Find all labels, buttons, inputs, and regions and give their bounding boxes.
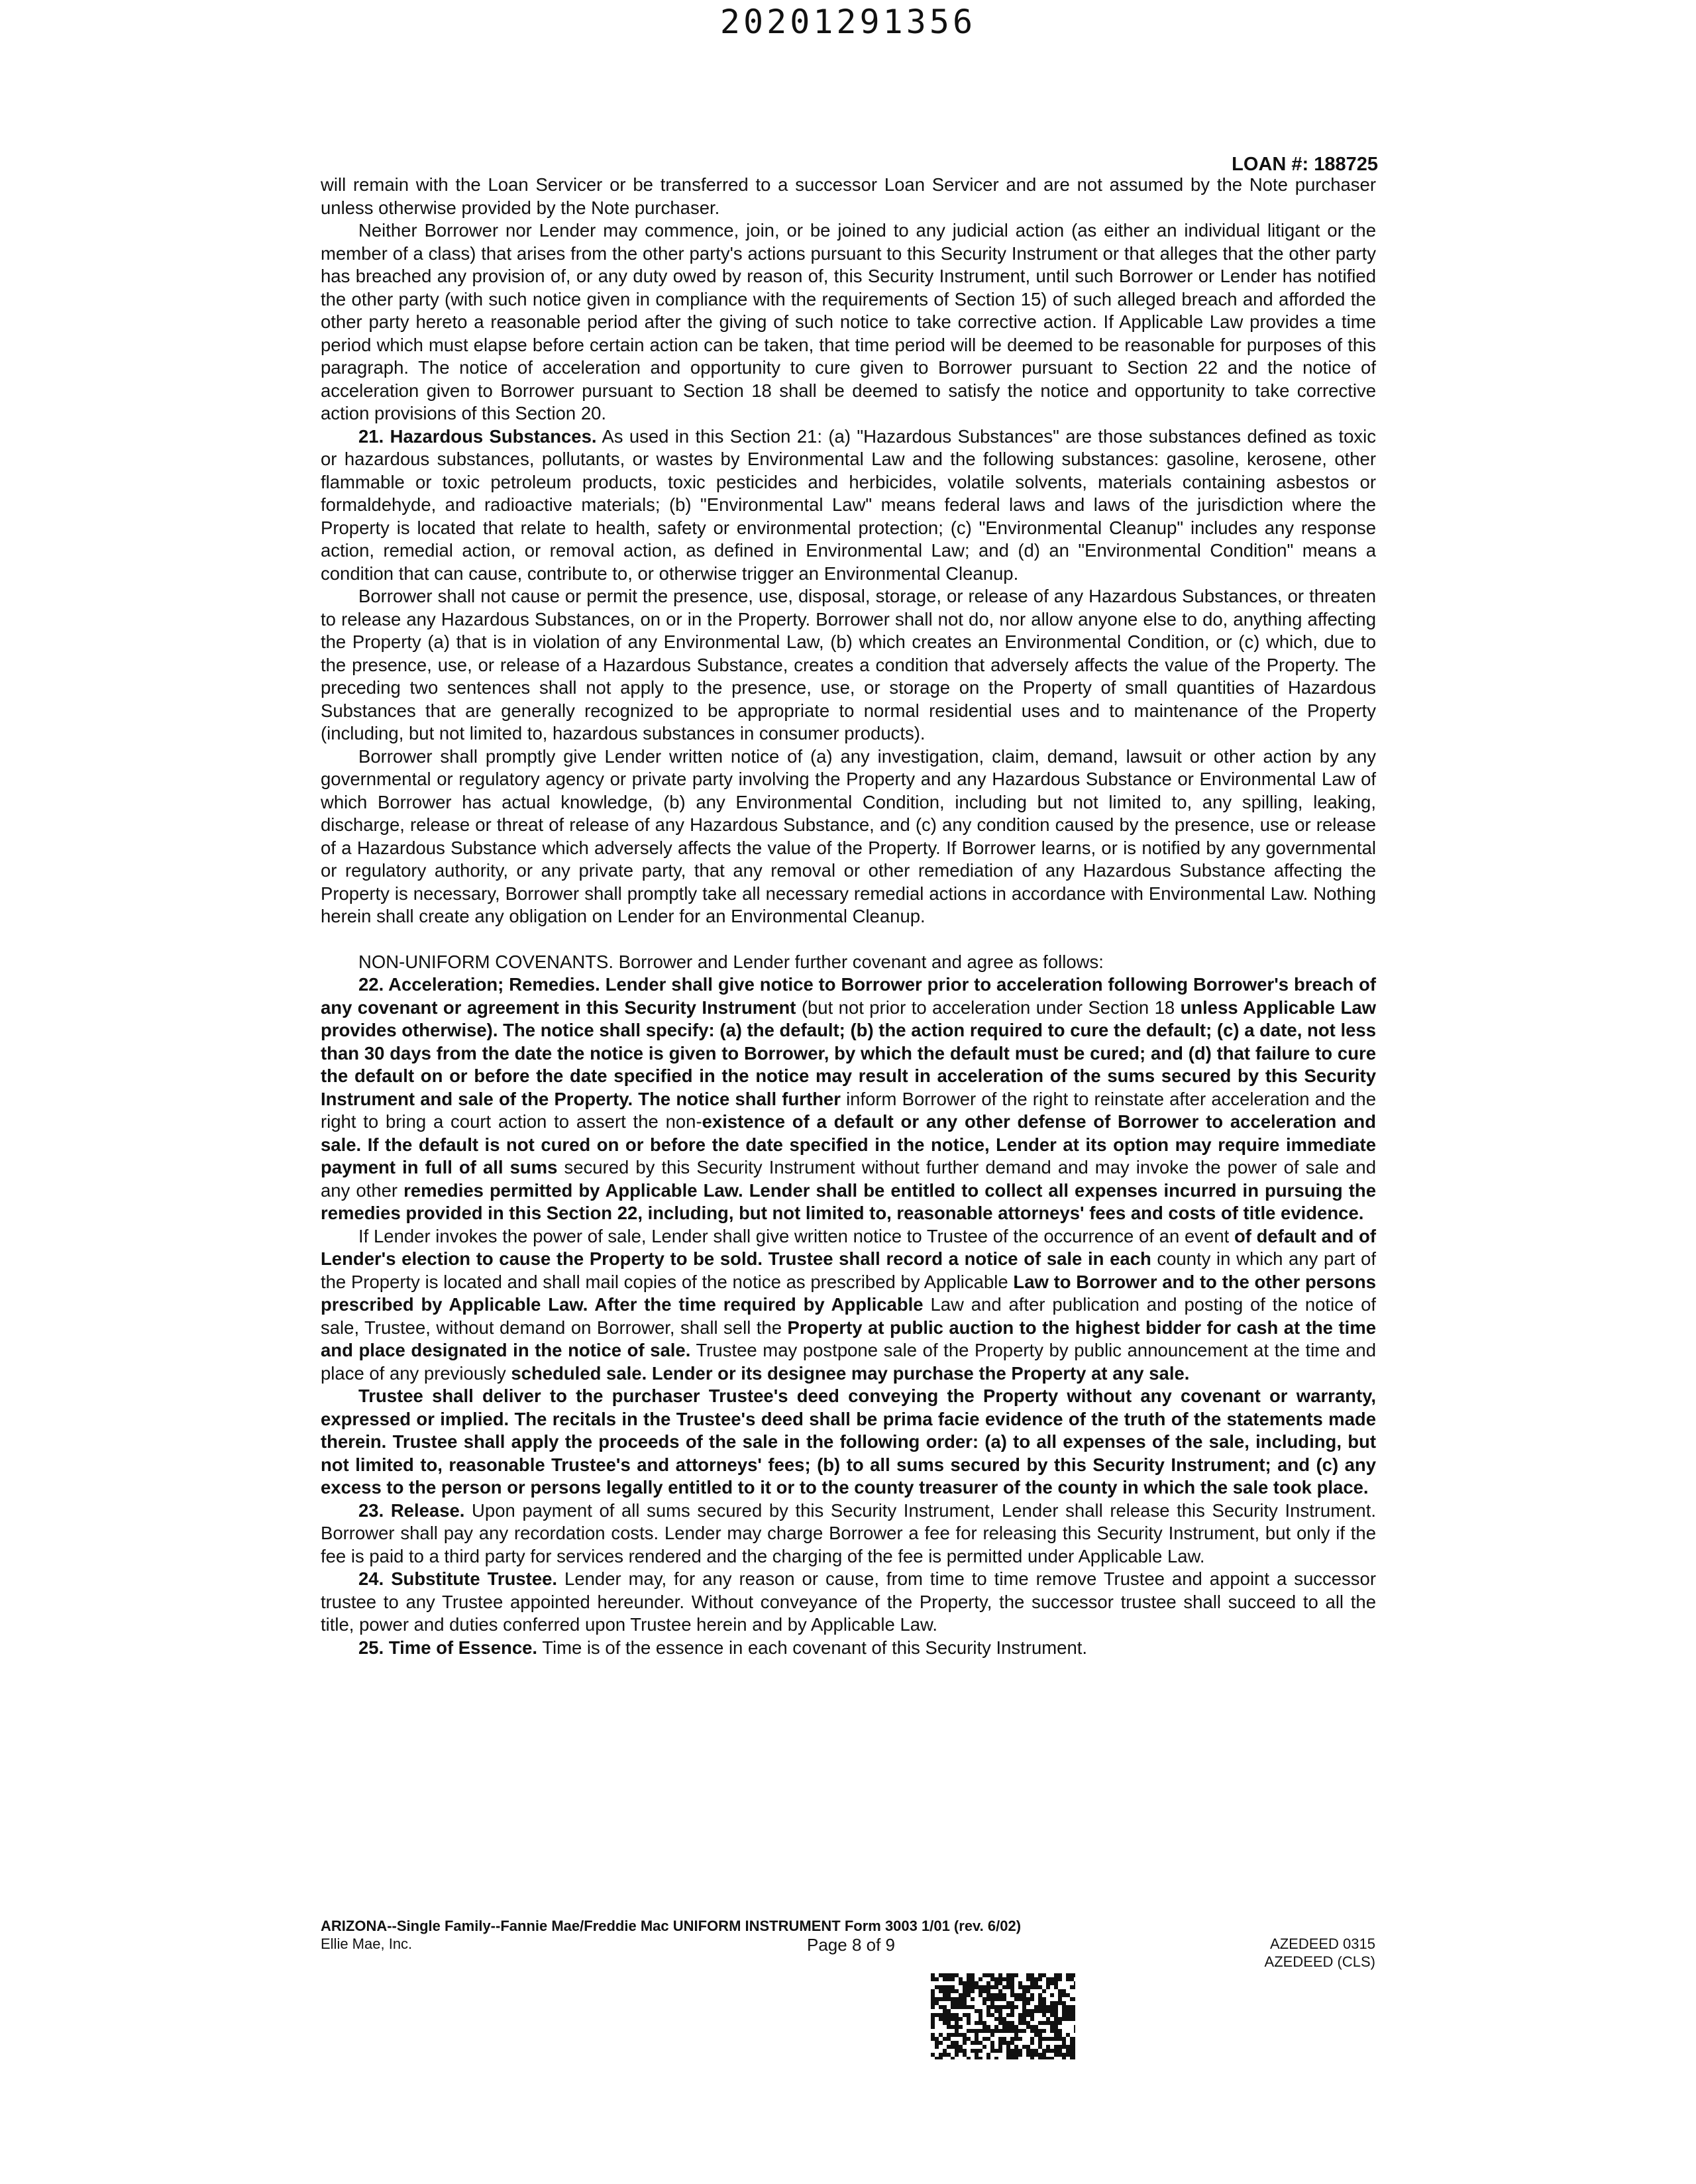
- document-body: [321, 174, 1376, 1659]
- recording-number: 20201291356: [719, 3, 977, 41]
- section-24-heading: 24. Substitute Trustee.: [358, 1568, 558, 1589]
- paragraph-servicer: will remain with the Loan Servicer or be transferred to a successor Loan Servicer and are not assumed by the Note purchaser unless otherwise provided by the Note purchaser.: [321, 174, 1376, 218]
- section-25: [321, 1637, 1376, 1660]
- company-name: Ellie Mae, Inc.: [321, 1936, 413, 1952]
- paragraph-neither-borrower: Neither Borrower nor Lender may commence, join, or be joined to any judicial action (as either an individual litigant or the member of a class) that arises from the other party's actions pursuant to this Security Instrument or that alleges that the other party has breached any provision of, or any duty owed by reason of, this Security Instrument, until such Borrower or Lender has notified the other party (with such notice given in compliance with the requirements of Section 15) of such alleged breach and afforded the other party hereto a reasonable period after the giving of such notice to take corrective action. If Applicable Law provides a time period which must elapse before certain action can be taken, that time period will be deemed to be reasonable for purposes of this paragraph. The notice of acceleration and opportunity to cure given to Borrower pursuant to Section 22 and the notice of acceleration given to Borrower pursuant to Section 18 shall be deemed to satisfy the notice and opportunity to take corrective action provisions of this Section 20.: [321, 220, 1376, 423]
- section-22-bold-3: existence of a default or any other defense of Borrower to acceleration and sale. If the default is not cured on or before the date specified in the notice, Lender at its option may require immediate payment in full of all sums: [321, 1111, 1376, 1177]
- page-number: Page 8 of 9: [807, 1935, 895, 1955]
- power-plain-1: If Lender invokes the power of sale, Lender shall give written notice to Trustee of the occurrence of an event: [358, 1225, 1230, 1246]
- section-21-heading: 21. Hazardous Substances.: [358, 425, 597, 447]
- power-bold-2: Law to Borrower and to the other persons prescribed by Applicable Law. After the time required by Applicable: [321, 1271, 1376, 1315]
- section-25-heading: 25. Time of Essence.: [358, 1637, 538, 1658]
- section-21-text: As used in this Section 21: (a) "Hazardous Substances" are those substances defined as toxic or hazardous substances, pollutants, or wastes by Environmental Law and the following substances: gasoline, kerosene, other flammable or toxic petroleum products, toxic pesticides and herbicides, volatile solvents, materials containing asbestos or formaldehyde, and radioactive materials; (b) "Environmental Law" means federal laws and laws of the jurisdiction where the Property is located that relate to health, safety or environmental protection; (c) "Environmental Cleanup" includes any response action, remedial action, or removal action, as defined in Environmental Law; and (d) an "Environmental Condition" means a condition that can cause, contribute to, or otherwise trigger an Environmental Cleanup.: [321, 425, 1377, 584]
- section-22-plain-2: inform Borrower of the right to reinstate after acceleration and the right to bring a court action to assert the non-: [321, 1088, 1377, 1132]
- power-bold-1: of default and of Lender's election to cause the Property to be sold. Trustee shall record a notice of sale in each: [321, 1225, 1376, 1269]
- section-22-plain-3: secured by this Security Instrument without further demand and may invoke the power of sale and any other: [321, 1157, 1376, 1201]
- power-plain-4: Trustee may postpone sale of the Property by public announcement at the time and place of any previously: [321, 1340, 1376, 1384]
- section-22-bold-1: Lender shall give notice to Borrower prior to acceleration following Borrower's breach of any covenant or agreement in this Security Instrument: [321, 974, 1377, 1018]
- section-23-text: Upon payment of all sums secured by this Security Instrument, Lender shall release this Security Instrument. Borrower shall pay any recordation costs. Lender may charge Borrower a fee for releasing this Security Instrument, but only if the fee is paid to a third party for services rendered and the charging of the fee is permitted under Applicable Law.: [321, 1500, 1377, 1566]
- section-22-heading: 22. Acceleration; Remedies.: [358, 974, 600, 995]
- section-22-bold-2: unless Applicable Law provides otherwise). The notice shall specify: (a) the default; (b) the action required to cure the default; (c) a date, not less than 30 days from the date the notice is given to Borrower, by which the default must be cured; and (d) that failure to cure the default on or before the date specified in the notice may result in acceleration of the sums secured by this Security Instrument and sale of the Property. The notice shall further: [321, 997, 1377, 1109]
- section-23-heading: 23. Release.: [358, 1500, 465, 1521]
- section-22-plain-1: (but not prior to acceleration under Section 18: [801, 997, 1175, 1018]
- section-21: [321, 425, 1376, 586]
- form-code-1: AZEDEED 0315: [1270, 1936, 1375, 1952]
- paragraph-borrower-promptly: Borrower shall promptly give Lender written notice of (a) any investigation, claim, demand, lawsuit or other action by any governmental or regulatory agency or private party involving the Property and any Hazardous Substance or Environmental Law of which Borrower has actual knowledge, (b) any Environmental Condition, including but not limited to, any spilling, leaking, discharge, release or threat of release of any Hazardous Substance, and (c) any condition caused by the presence, use or release of a Hazardous Substance which adversely affects the value of the Property. If Borrower learns, or is notified by any governmental or regulatory authority, or any private party, that any removal or other remediation of any Hazardous Substance affecting the Property is necessary, Borrower shall promptly take all necessary remedial actions in accordance with Environmental Law. Nothing herein shall create any obligation on Lender for an Environmental Cleanup.: [321, 745, 1376, 926]
- paragraph-borrower-shall-not: Borrower shall not cause or permit the presence, use, disposal, storage, or release of any Hazardous Substances, or threaten to release any Hazardous Substances, on or in the Property. Borrower shall not do, nor allow anyone else to do, anything affecting the Property (a) that is in violation of any Environmental Law, (b) which creates an Environmental Condition, or (c) which, due to the presence, use, or release of a Hazardous Substance, creates a condition that adversely affects the value of the Property. The preceding two sentences shall not apply to the presence, use, or storage on the Property of small quantities of Hazardous Substances that are generally recognized to be appropriate to normal residential uses and to maintenance of the Property (including, but not limited to, hazardous substances in consumer products).: [321, 586, 1376, 743]
- power-plain-2: county in which any part of the Property is located and shall mail copies of the notice as prescribed by Applicable: [321, 1248, 1376, 1292]
- form-code-2: AZEDEED (CLS): [1264, 1953, 1375, 1970]
- section-23: [321, 1500, 1376, 1568]
- barcode-icon: [931, 1973, 1075, 2059]
- non-uniform-covenants: NON-UNIFORM COVENANTS. Borrower and Lender further covenant and agree as follows:: [358, 951, 1104, 972]
- form-line: ARIZONA--Single Family--Fannie Mae/Freddie Mac UNIFORM INSTRUMENT Form 3003 1/01 (rev. 6/02): [321, 1918, 1022, 1934]
- section-22: [321, 973, 1376, 1225]
- section-25-text: Time is of the essence in each covenant of this Security Instrument.: [542, 1637, 1088, 1658]
- paragraph-power-of-sale: [321, 1225, 1376, 1386]
- power-bold-4: scheduled sale. Lender or its designee may purchase the Property at any sale.: [511, 1362, 1190, 1384]
- section-24: [321, 1568, 1376, 1637]
- section-24-text: Lender may, for any reason or cause, from time to time remove Trustee and appoint a successor trustee to any Trustee appointed hereunder. Without conveyance of the Property, the successor trustee shall succeed to all the title, power and duties conferred upon Trustee herein and by Applicable Law.: [321, 1568, 1377, 1635]
- footer-form-info: [321, 1917, 1021, 1953]
- power-bold-3: Property at public auction to the highest bidder for cash at the time and place designated in the notice of sale.: [321, 1317, 1376, 1360]
- loan-number: LOAN #: 188725: [1232, 154, 1378, 175]
- paragraph-trustee-deliver: Trustee shall deliver to the purchaser Trustee's deed conveying the Property without any covenant or warranty, expressed or implied. The recitals in the Trustee's deed shall be prima facie evidence of the truth of the statements made therein. Trustee shall apply the proceeds of the sale in the following order: (a) to all expenses of the sale, including, but not limited to, reasonable Trustee's and attorneys' fees; (b) to all sums secured by this Security Instrument; and (c) any excess to the person or persons legally entitled to it or to the county treasurer of the county in which the sale took place.: [321, 1386, 1376, 1498]
- power-plain-3: Law and after publication and posting of the notice of sale, Trustee, without demand on Borrower, shall sell the: [321, 1294, 1377, 1338]
- section-22-bold-4: remedies permitted by Applicable Law. Lender shall be entitled to collect all expenses incurred in pursuing the remedies provided in this Section 22, including, but not limited to, reasonable attorneys' fees and costs of title evidence.: [321, 1179, 1376, 1223]
- footer-codes: [1265, 1935, 1375, 1971]
